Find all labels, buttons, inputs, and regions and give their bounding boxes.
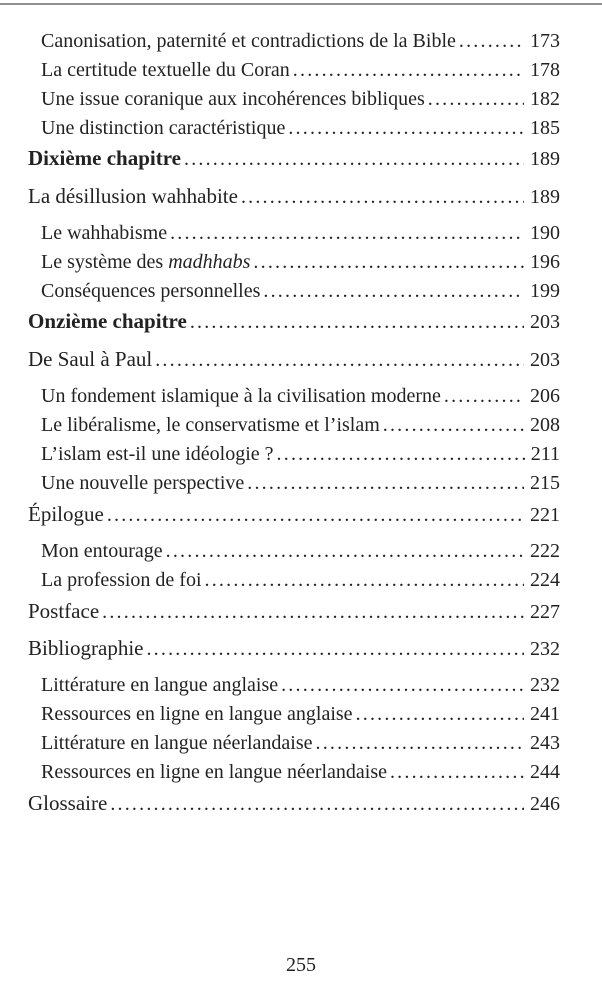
toc-entry-label: Une issue coranique aux incohérences bibliques	[41, 88, 425, 110]
toc-entry-label: La profession de foi	[41, 569, 202, 591]
toc-entry-label: La certitude textuelle du Coran	[41, 59, 290, 81]
dot-leader	[155, 346, 524, 375]
toc-entry	[28, 566, 560, 595]
toc-entry-page-number: 182	[530, 88, 560, 110]
dot-leader	[146, 635, 524, 664]
toc-entry-page-number: 203	[530, 349, 560, 371]
toc-entry	[28, 729, 560, 758]
toc-entry-label: Dixième chapitre	[28, 146, 181, 170]
toc-entry-label: Postface	[28, 599, 100, 623]
toc-entry-page-number: 222	[530, 540, 560, 562]
toc-entry-page-number: 206	[530, 385, 560, 407]
dot-leader	[166, 537, 524, 566]
dot-leader	[170, 219, 524, 248]
toc-entry-label-italic: madhhabs	[168, 251, 251, 273]
toc-entry-page-number: 241	[530, 703, 560, 725]
toc-entry	[28, 85, 560, 114]
dot-leader	[205, 566, 524, 595]
toc-entry	[28, 634, 560, 664]
page-number: 255	[286, 954, 316, 976]
dot-leader	[444, 382, 524, 411]
toc-entry-page-number: 178	[530, 59, 560, 81]
dot-leader	[356, 700, 524, 729]
toc-entry-label: Épilogue	[28, 502, 104, 526]
toc-entry-page-number: 199	[530, 280, 560, 302]
toc-entry-page-number: 246	[530, 793, 560, 815]
toc-entry-page-number: 243	[530, 732, 560, 754]
toc-entry-page-number: 185	[530, 117, 560, 139]
toc-entry-page-number: 232	[530, 638, 560, 660]
toc-entry-label: Canonisation, paternité et contradictions de la Bible	[41, 30, 456, 52]
dot-leader	[184, 145, 524, 174]
dot-leader	[263, 277, 524, 306]
dot-leader	[107, 501, 524, 530]
dot-leader	[428, 85, 524, 114]
toc-entry-label: Un fondement islamique à la civilisation moderne	[41, 385, 441, 407]
dot-leader	[241, 183, 524, 212]
toc-entry	[28, 758, 560, 787]
toc-entry-label: Ressources en ligne en langue néerlandaise	[41, 761, 387, 783]
toc-entry-label: L’islam est-il une idéologie ?	[41, 443, 274, 465]
toc-entry	[28, 469, 560, 498]
toc-entry-page-number: 224	[530, 569, 560, 591]
toc-entry-label: Onzième chapitre	[28, 309, 187, 333]
toc-entry-label: Conséquences personnelles	[41, 280, 261, 302]
toc-entry-label: Glossaire	[28, 791, 108, 815]
toc-entry	[28, 248, 560, 277]
toc-entry-page-number: 232	[530, 674, 560, 696]
toc-entry-page-number: 189	[530, 186, 560, 208]
dot-leader	[383, 411, 524, 440]
toc-entry-label: Bibliographie	[28, 636, 144, 660]
toc-entry	[28, 537, 560, 566]
dot-leader	[281, 671, 524, 700]
toc-entry-page-number: 227	[530, 601, 560, 623]
toc-entry-label: De Saul à Paul	[28, 347, 153, 371]
toc-entry-page-number: 211	[530, 443, 560, 465]
toc-entry	[28, 440, 560, 469]
dot-leader	[110, 790, 524, 819]
toc-entry-label: Une distinction caractéristique	[41, 117, 286, 139]
toc-entry-label: Littérature en langue néerlandaise	[41, 732, 313, 754]
toc-entry	[28, 700, 560, 729]
toc-entry-label: Littérature en langue anglaise	[41, 674, 279, 696]
toc-entry	[28, 382, 560, 411]
dot-leader	[390, 758, 524, 787]
toc-entry	[28, 597, 560, 627]
toc-entry-page-number: 215	[530, 472, 560, 494]
dot-leader	[190, 308, 524, 337]
toc-entry-page-number: 244	[530, 761, 560, 783]
toc-entry-page-number: 221	[530, 504, 560, 526]
toc-entry-label: Une nouvelle perspective	[41, 472, 245, 494]
scan-edge-artifact	[0, 3, 602, 5]
toc-entry	[28, 144, 560, 174]
toc-entry	[28, 307, 560, 337]
dot-leader	[253, 248, 524, 277]
toc-entry	[28, 219, 560, 248]
toc-entry-page-number: 189	[530, 148, 560, 170]
dot-leader	[277, 440, 525, 469]
toc-entry-label: La désillusion wahhabite	[28, 184, 238, 208]
toc-entry	[28, 411, 560, 440]
toc-entry-page-number: 196	[530, 251, 560, 273]
toc-entry	[28, 789, 560, 819]
dot-leader	[316, 729, 524, 758]
toc-entry-page-number: 203	[530, 311, 560, 333]
toc-entry	[28, 27, 560, 56]
dot-leader	[459, 27, 524, 56]
dot-leader	[247, 469, 524, 498]
toc-entry-label: Mon entourage	[41, 540, 163, 562]
toc-entry	[28, 671, 560, 700]
toc-entry-page-number: 173	[530, 30, 560, 52]
toc-entry	[28, 345, 560, 375]
toc-entry	[28, 277, 560, 306]
toc-entry	[28, 56, 560, 85]
toc-entry-label: Le libéralisme, le conservatisme et l’islam	[41, 414, 380, 436]
toc-entry-page-number: 190	[530, 222, 560, 244]
toc-entry-label: Le wahhabisme	[41, 222, 168, 244]
toc-entry	[28, 182, 560, 212]
toc-entry-label: Ressources en ligne en langue anglaise	[41, 703, 353, 725]
dot-leader	[293, 56, 524, 85]
toc-entry	[28, 114, 560, 143]
toc-entry	[28, 500, 560, 530]
dot-leader	[102, 598, 524, 627]
dot-leader	[288, 114, 524, 143]
toc-entry-page-number: 208	[530, 414, 560, 436]
table-of-contents	[28, 27, 560, 819]
toc-entry-label: Le système des madhhabs	[41, 251, 251, 273]
